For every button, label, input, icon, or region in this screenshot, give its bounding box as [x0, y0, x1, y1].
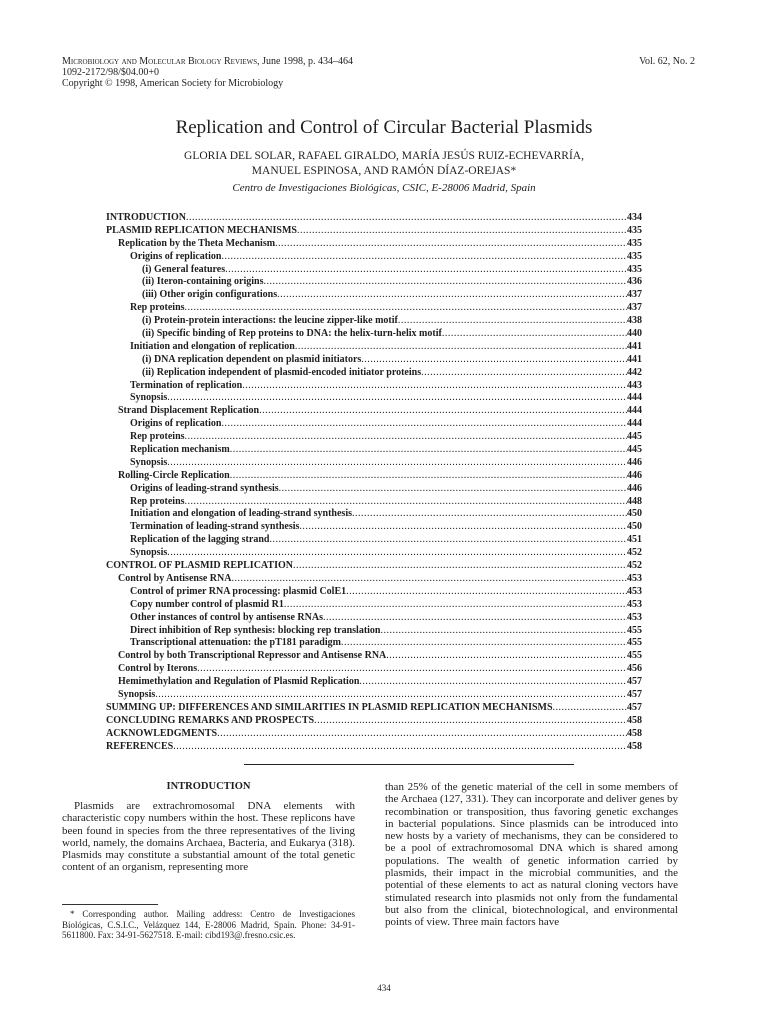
toc-leader-dots — [421, 367, 627, 380]
toc-entry-label: Termination of leading-strand synthesis — [130, 521, 300, 533]
toc-entry-page: 455 — [627, 650, 642, 662]
toc-leader-dots — [167, 392, 627, 405]
section-divider — [244, 764, 574, 765]
toc-entry-page: 442 — [627, 366, 642, 378]
toc-leader-dots — [297, 225, 627, 238]
toc-entry-page: 458 — [627, 740, 642, 752]
toc-leader-dots — [323, 612, 627, 625]
toc-entry-label: Control by Antisense RNA — [118, 572, 232, 584]
toc-entry-label: Rep proteins — [130, 495, 185, 507]
toc-entry-label: Replication mechanism — [130, 444, 230, 456]
toc-entry-label: Replication by the Theta Mechanism — [118, 237, 276, 249]
toc-entry[interactable] — [106, 534, 642, 547]
toc-entry-label: Transcriptional attenuation: the pT181 paradigm — [130, 637, 341, 649]
toc-entry-page: 455 — [627, 624, 642, 636]
toc-entry-page: 457 — [627, 676, 642, 688]
toc-entry-page: 453 — [627, 572, 642, 584]
toc-entry[interactable] — [106, 431, 642, 444]
toc-entry-label: CONCLUDING REMARKS AND PROSPECTS — [106, 714, 315, 726]
toc-entry[interactable] — [106, 457, 642, 470]
toc-entry-label: Rep proteins — [130, 431, 185, 443]
toc-entry-page: 448 — [627, 495, 642, 507]
toc-entry-page: 437 — [627, 302, 642, 314]
toc-entry-label: Other instances of control by antisense RNAs — [130, 611, 323, 623]
toc-entry-page: 443 — [627, 379, 642, 391]
toc-entry[interactable] — [106, 444, 642, 457]
toc-entry-page: 453 — [627, 585, 642, 597]
toc-entry[interactable] — [106, 547, 642, 560]
toc-leader-dots — [346, 586, 627, 599]
toc-entry[interactable] — [106, 367, 642, 380]
toc-entry-label: Origins of replication — [130, 250, 222, 262]
toc-entry[interactable] — [106, 496, 642, 509]
toc-entry-page: 438 — [627, 315, 642, 327]
toc-entry[interactable] — [106, 225, 642, 238]
toc-entry[interactable] — [106, 328, 642, 341]
toc-leader-dots — [359, 676, 627, 689]
toc-entry-page: 451 — [627, 534, 642, 546]
toc-entry[interactable] — [106, 380, 642, 393]
toc-entry-page: 436 — [627, 276, 642, 288]
toc-leader-dots — [173, 741, 627, 754]
toc-entry[interactable] — [106, 315, 642, 328]
toc-entry[interactable] — [106, 418, 642, 431]
toc-entry[interactable] — [106, 625, 642, 638]
toc-entry[interactable] — [106, 612, 642, 625]
toc-entry-page: 453 — [627, 611, 642, 623]
toc-entry-page: 445 — [627, 431, 642, 443]
toc-entry[interactable] — [106, 702, 642, 715]
toc-entry[interactable] — [106, 483, 642, 496]
toc-entry[interactable] — [106, 251, 642, 264]
toc-entry[interactable] — [106, 650, 642, 663]
journal-name: Microbiology and Molecular Biology Reviews — [62, 56, 258, 67]
intro-right-column — [385, 781, 678, 929]
intro-heading: INTRODUCTION — [166, 781, 251, 792]
toc-entry-page: 446 — [627, 469, 642, 481]
affiliation: Centro de Investigaciones Biológicas, CSIC, E-28006 Madrid, Spain — [232, 182, 536, 194]
toc-entry-label: Strand Displacement Replication — [118, 405, 260, 417]
toc-entry[interactable] — [106, 586, 642, 599]
toc-entry[interactable] — [106, 354, 642, 367]
toc-entry-page: 456 — [627, 663, 642, 675]
issue-info: , June 1998, p. 434–464 — [257, 56, 353, 67]
toc-entry[interactable] — [106, 689, 642, 702]
toc-entry-label: Origins of leading-strand synthesis — [130, 482, 279, 494]
toc-leader-dots — [225, 264, 627, 277]
toc-entry-page: 444 — [627, 405, 642, 417]
toc-entry[interactable] — [106, 637, 642, 650]
journal-citation — [62, 56, 353, 67]
toc-entry[interactable] — [106, 560, 642, 573]
toc-entry[interactable] — [106, 405, 642, 418]
toc-entry-page: 446 — [627, 482, 642, 494]
toc-leader-dots — [284, 599, 627, 612]
toc-entry[interactable] — [106, 663, 642, 676]
toc-entry-page: 444 — [627, 418, 642, 430]
toc-entry-label: Synopsis — [118, 688, 156, 700]
toc-leader-dots — [277, 289, 627, 302]
toc-entry-label: Direct inhibition of Rep synthesis: blocking rep translation — [130, 624, 381, 636]
toc-entry[interactable] — [106, 728, 642, 741]
toc-leader-dots — [230, 444, 627, 457]
toc-leader-dots — [295, 341, 627, 354]
copyright: Copyright © 1998, American Society for Microbiology — [62, 78, 284, 89]
toc-entry[interactable] — [106, 212, 642, 225]
intro-left-paragraph: Plasmids are extrachromosomal DNA elements with characteristic copy numbers within the host. These replicons have been found in species from the three representatives of the living world, namely, the domains Archaea, Bacteria, and Eukarya (318). Plasmids may constitute a substantial amount of the total genetic content of an organism, representing more — [62, 800, 355, 874]
author-line-1: GLORIA DEL SOLAR, RAFAEL GIRALDO, MARÍA JESÚS RUIZ-ECHEVARRÍA, — [184, 150, 584, 162]
toc-entry-label: Hemimethylation and Regulation of Plasmid Replication — [118, 676, 360, 688]
toc-entry-label: PLASMID REPLICATION MECHANISMS — [106, 224, 297, 236]
toc-entry-label: (iii) Other origin configurations — [142, 289, 278, 301]
toc-entry[interactable] — [106, 276, 642, 289]
toc-leader-dots — [279, 483, 627, 496]
toc-entry-page: 450 — [627, 521, 642, 533]
table-of-contents — [106, 212, 642, 753]
toc-leader-dots — [155, 689, 627, 702]
toc-entry[interactable] — [106, 264, 642, 277]
toc-entry-label: Initiation and elongation of replication — [130, 340, 295, 352]
footnote-divider — [62, 904, 158, 905]
toc-leader-dots — [217, 728, 627, 741]
article-title: Replication and Control of Circular Bacterial Plasmids — [175, 117, 593, 138]
toc-entry-label: (i) Protein-protein interactions: the leucine zipper-like motif — [142, 315, 398, 327]
toc-leader-dots — [269, 534, 627, 547]
toc-leader-dots — [381, 625, 628, 638]
toc-entry-label: Initiation and elongation of leading-strand synthesis — [130, 508, 352, 520]
toc-leader-dots — [185, 302, 627, 315]
toc-leader-dots — [197, 663, 627, 676]
toc-entry-page: 446 — [627, 456, 642, 468]
toc-entry-label: Copy number control of plasmid R1 — [130, 598, 284, 610]
corresponding-author-footnote: * Corresponding author. Mailing address: Centro de Investigaciones Biológicas, C.S.I.C., Velázquez 144, E-28006 Madrid, Spain. Phone: 34-91-5611800. Fax: 34-91-5627518. E-mail: cibd193@.fresno.csic.es. — [62, 909, 355, 940]
toc-entry-label: (ii) Iteron-containing origins — [142, 276, 264, 288]
toc-leader-dots — [185, 496, 627, 509]
toc-entry[interactable] — [106, 341, 642, 354]
author-line-2: MANUEL ESPINOSA, AND RAMÓN DÍAZ-OREJAS* — [251, 165, 517, 177]
toc-leader-dots — [167, 547, 627, 560]
toc-entry-label: (ii) Replication independent of plasmid-encoded initiator proteins — [142, 366, 422, 378]
volume-info: Vol. 62, No. 2 — [639, 56, 695, 67]
toc-entry-label: Termination of replication — [130, 379, 243, 391]
toc-entry[interactable] — [106, 599, 642, 612]
toc-entry-label: Synopsis — [130, 392, 168, 404]
toc-leader-dots — [221, 251, 627, 264]
toc-entry[interactable] — [106, 521, 642, 534]
toc-entry-label: Synopsis — [130, 456, 168, 468]
toc-entry-page: 458 — [627, 727, 642, 739]
toc-entry-label: ACKNOWLEDGMENTS — [106, 727, 218, 739]
toc-entry-page: 444 — [627, 392, 642, 404]
toc-entry[interactable] — [106, 470, 642, 483]
toc-leader-dots — [314, 715, 627, 728]
toc-leader-dots — [185, 431, 627, 444]
toc-entry-label: Rolling-Circle Replication — [118, 469, 230, 481]
toc-leader-dots — [293, 560, 627, 573]
toc-entry[interactable] — [106, 302, 642, 315]
toc-entry-page: 455 — [627, 637, 642, 649]
toc-leader-dots — [259, 405, 627, 418]
toc-entry-page: 434 — [627, 212, 642, 223]
toc-entry-label: (i) DNA replication dependent on plasmid initiators — [142, 353, 362, 365]
toc-leader-dots — [231, 573, 627, 586]
toc-leader-dots — [352, 508, 627, 521]
toc-entry[interactable] — [106, 715, 642, 728]
toc-entry-page: 445 — [627, 444, 642, 456]
toc-leader-dots — [299, 521, 627, 534]
toc-entry-label: Control by both Transcriptional Repressor and Antisense RNA — [118, 650, 387, 662]
toc-entry[interactable] — [106, 289, 642, 302]
toc-leader-dots — [398, 315, 627, 328]
toc-entry-label: SUMMING UP: DIFFERENCES AND SIMILARITIES IN PLASMID REPLICATION MECHANISMS — [106, 701, 553, 713]
toc-entry-label: Replication of the lagging strand — [130, 534, 270, 546]
toc-entry[interactable] — [106, 741, 642, 754]
toc-entry-page: 435 — [627, 237, 642, 249]
toc-leader-dots — [263, 276, 627, 289]
toc-leader-dots — [186, 212, 627, 225]
toc-leader-dots — [341, 637, 627, 650]
toc-leader-dots — [442, 328, 627, 341]
issn: 1092-2172/98/$04.00+0 — [62, 67, 160, 78]
toc-entry-page: 437 — [627, 289, 642, 301]
toc-entry-label: INTRODUCTION — [106, 212, 187, 223]
toc-entry-label: Rep proteins — [130, 302, 185, 314]
toc-leader-dots — [553, 702, 627, 715]
toc-leader-dots — [386, 650, 627, 663]
toc-entry-page: 453 — [627, 598, 642, 610]
toc-leader-dots — [275, 238, 627, 251]
toc-entry-page: 435 — [627, 263, 642, 275]
toc-entry[interactable] — [106, 508, 642, 521]
toc-entry-page: 441 — [627, 340, 642, 352]
toc-entry-label: (ii) Specific binding of Rep proteins to DNA: the helix-turn-helix motif — [142, 328, 442, 340]
toc-entry-label: Control of primer RNA processing: plasmid ColE1 — [130, 585, 347, 597]
toc-entry-page: 435 — [627, 224, 642, 236]
author-list — [0, 149, 768, 179]
toc-leader-dots — [230, 470, 627, 483]
toc-entry[interactable] — [106, 676, 642, 689]
intro-left-column — [62, 800, 355, 874]
toc-entry-page: 440 — [627, 328, 642, 340]
toc-leader-dots — [361, 354, 627, 367]
toc-leader-dots — [221, 418, 627, 431]
intro-right-paragraph: than 25% of the genetic material of the cell in some members of the Archaea (127, 331). They can incorporate and deliver genes by recombination or transposition, thus favoring genetic exchanges in bacterial populations. Since plasmids can be introduced into new hosts by a variety of mechanisms, they can be considered to be a pool of extrachromosomal DNA which is shared among populations. The wealth of genetic information carried by plasmids, their impact in the microbial communities, and the potential of these elements to act as natural cloning vectors have stimulated research into plasmids not only from the fundamental but also from the clinical, biotechnological, and environmental points of view. Three main factors have — [385, 781, 679, 929]
toc-entry-page: 458 — [627, 714, 642, 726]
toc-entry-page: 435 — [627, 250, 642, 262]
toc-entry[interactable] — [106, 238, 642, 251]
toc-entry-page: 457 — [627, 701, 642, 713]
toc-leader-dots — [242, 380, 627, 393]
page-number: 434 — [377, 983, 391, 993]
toc-entry-label: Synopsis — [130, 547, 168, 559]
toc-entry[interactable] — [106, 573, 642, 586]
toc-entry-label: (i) General features — [142, 263, 226, 275]
toc-entry[interactable] — [106, 392, 642, 405]
toc-entry-page: 441 — [627, 353, 642, 365]
toc-entry-label: REFERENCES — [106, 740, 174, 752]
toc-leader-dots — [167, 457, 627, 470]
toc-entry-page: 450 — [627, 508, 642, 520]
toc-entry-label: Origins of replication — [130, 418, 222, 430]
toc-entry-page: 457 — [627, 688, 642, 700]
toc-entry-page: 452 — [627, 560, 642, 572]
toc-entry-label: CONTROL OF PLASMID REPLICATION — [106, 560, 293, 572]
toc-entry-page: 452 — [627, 547, 642, 559]
journal-header — [62, 56, 353, 89]
toc-entry-label: Control by Iterons — [118, 663, 198, 675]
